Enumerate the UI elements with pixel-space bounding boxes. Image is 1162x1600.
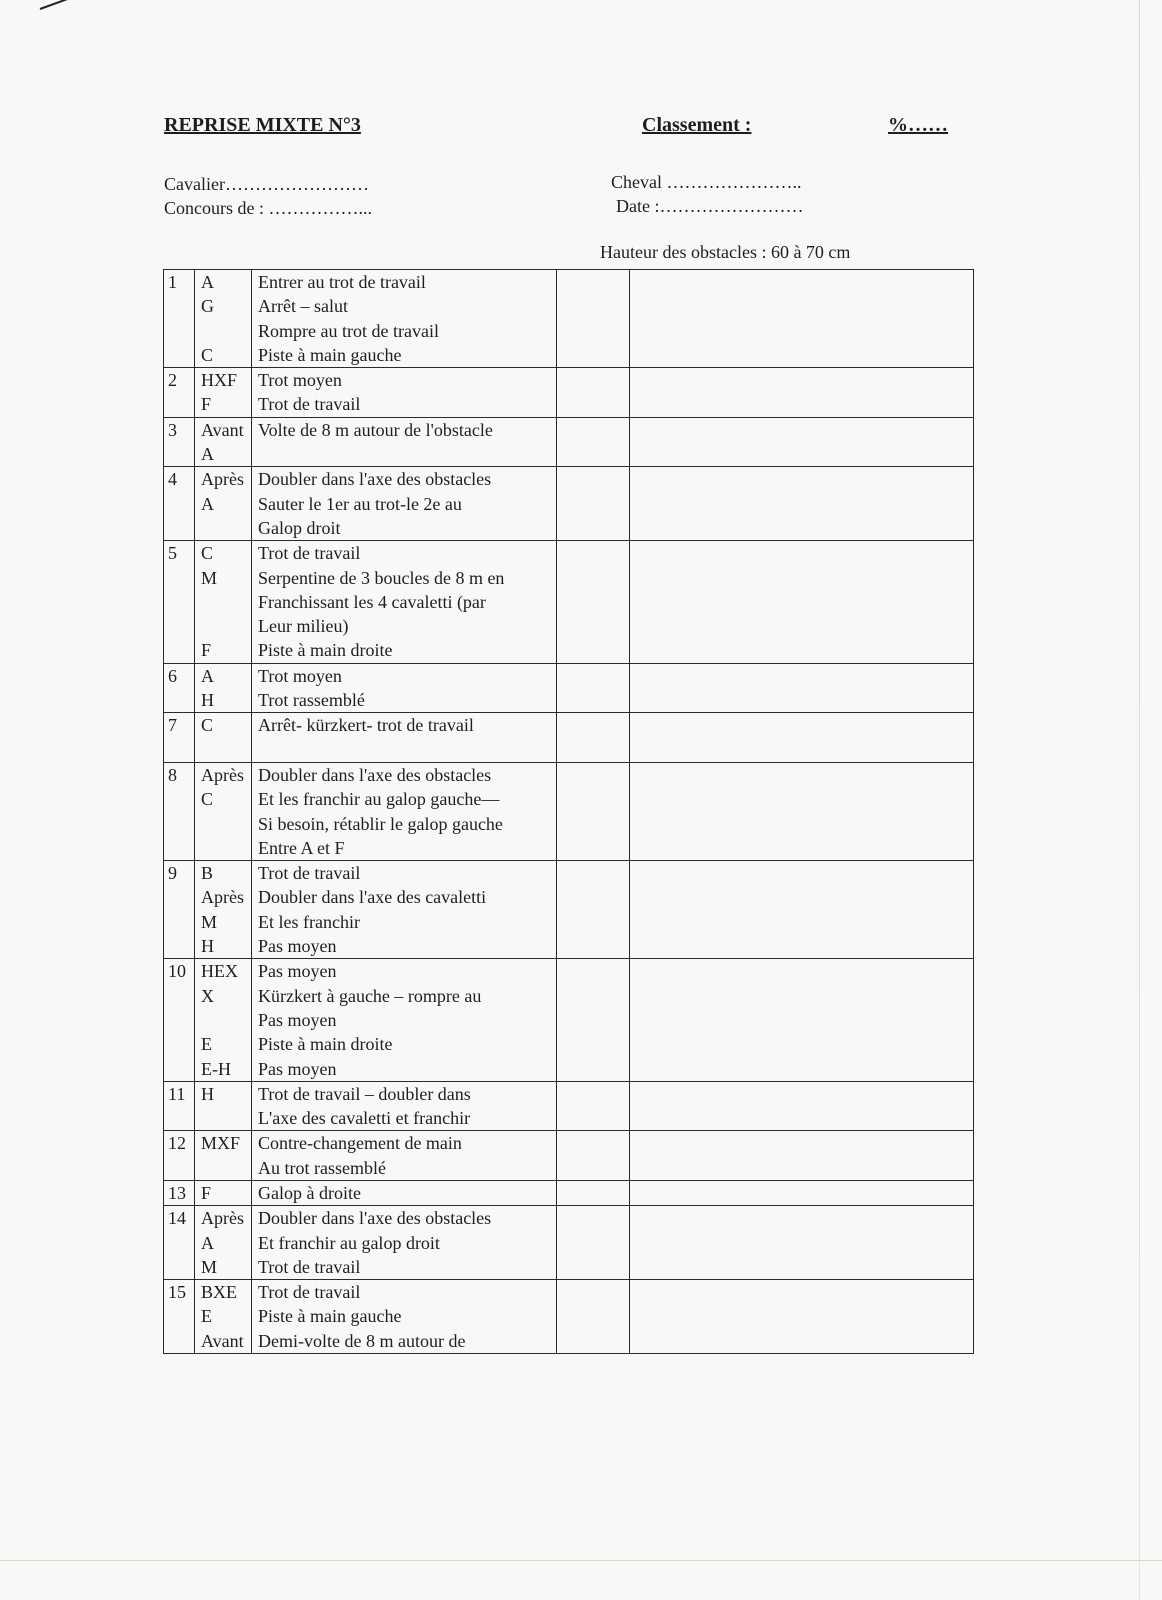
movement-line: Si besoin, rétablir le galop gauche xyxy=(258,813,503,834)
letter-line: C xyxy=(201,344,214,365)
movement-number: 8 xyxy=(164,762,195,860)
movement-line: Arrêt- kürzkert- trot de travail xyxy=(258,715,474,736)
document-header xyxy=(164,114,964,144)
table-row xyxy=(164,762,974,860)
comment-cell xyxy=(630,1280,974,1354)
movement-letters xyxy=(195,959,252,1081)
letter-line: HXF xyxy=(201,370,238,391)
obstacle-height: Hauteur des obstacles : 60 à 70 cm xyxy=(600,242,851,262)
letter-line: E xyxy=(201,1306,212,1327)
movement-description xyxy=(252,467,557,541)
movement-line: Piste à main droite xyxy=(258,1034,393,1055)
scan-edge xyxy=(1139,0,1140,1600)
movement-line: Trot de travail – doubler dans xyxy=(258,1083,471,1104)
movement-description xyxy=(252,1180,557,1205)
movement-line: Demi-volte de 8 m autour de xyxy=(258,1330,466,1351)
movement-number: 14 xyxy=(164,1206,195,1280)
movement-description xyxy=(252,1081,557,1131)
movement-letters xyxy=(195,1081,252,1131)
movement-letters xyxy=(195,663,252,713)
movement-letters xyxy=(195,541,252,663)
letter-line: F xyxy=(201,640,212,661)
movement-letters xyxy=(195,1180,252,1205)
movement-description xyxy=(252,1131,557,1181)
letter-line xyxy=(201,614,251,638)
movement-line: Contre-changement de main xyxy=(258,1133,462,1154)
score-cell xyxy=(557,1131,630,1181)
movement-line: Et les franchir xyxy=(258,911,360,932)
movement-line: Et les franchir au galop gauche— xyxy=(258,789,500,810)
movement-line: Volte de 8 m autour de l'obstacle xyxy=(258,419,493,440)
letter-line xyxy=(201,738,251,762)
movement-line: Rompre au trot de travail xyxy=(258,320,439,341)
letter-line: A xyxy=(201,444,214,465)
movement-line: Doubler dans l'axe des obstacles xyxy=(258,764,492,785)
movement-line: Galop à droite xyxy=(258,1182,361,1203)
movement-number: 6 xyxy=(164,663,195,713)
score-cell xyxy=(557,861,630,959)
movement-letters xyxy=(195,1131,252,1181)
pen-mark xyxy=(40,0,108,10)
letter-line: A xyxy=(201,493,214,514)
letter-line: H xyxy=(201,690,214,711)
movement-line: Pas moyen xyxy=(258,936,337,957)
reprise-table-body xyxy=(164,270,974,1354)
letter-line: Après xyxy=(201,764,244,785)
movement-number: 10 xyxy=(164,959,195,1081)
date-field: Date :…………………… xyxy=(616,196,804,216)
movement-line: Trot de travail xyxy=(258,394,361,415)
table-row xyxy=(164,467,974,541)
movement-line: Trot de travail xyxy=(258,1282,361,1303)
movement-description xyxy=(252,713,557,763)
score-cell xyxy=(557,417,630,467)
table-row xyxy=(164,713,974,763)
letter-line: HEX xyxy=(201,961,238,982)
table-row xyxy=(164,541,974,663)
movement-line: Galop droit xyxy=(258,517,341,538)
movement-line: Doubler dans l'axe des cavaletti xyxy=(258,887,487,908)
movement-line xyxy=(258,738,556,762)
letter-line: H xyxy=(201,936,214,957)
movement-line: Piste à main gauche xyxy=(258,1306,402,1327)
letter-line: M xyxy=(201,567,218,588)
letter-line: M xyxy=(201,911,218,932)
movement-number: 2 xyxy=(164,368,195,418)
movement-description xyxy=(252,959,557,1081)
letter-line: BXE xyxy=(201,1282,237,1303)
letter-line: C xyxy=(201,715,214,736)
score-cell xyxy=(557,541,630,663)
letter-line xyxy=(201,516,251,540)
letter-line xyxy=(201,1008,251,1032)
score-cell xyxy=(557,1280,630,1354)
table-row xyxy=(164,1081,974,1131)
score-cell xyxy=(557,1081,630,1131)
letter-line xyxy=(201,590,251,614)
movement-line: L'axe des cavaletti et franchir xyxy=(258,1108,471,1129)
table-row xyxy=(164,861,974,959)
score-cell xyxy=(557,270,630,368)
score-cell xyxy=(557,663,630,713)
movement-description xyxy=(252,270,557,368)
movement-number: 9 xyxy=(164,861,195,959)
table-row xyxy=(164,959,974,1081)
movement-number: 12 xyxy=(164,1131,195,1181)
table-row xyxy=(164,1131,974,1181)
letter-line xyxy=(201,319,251,343)
document-title: REPRISE MIXTE N°3 xyxy=(164,114,361,136)
movement-line: Trot de travail xyxy=(258,1256,361,1277)
comment-cell xyxy=(630,368,974,418)
letter-line xyxy=(201,836,251,860)
table-row xyxy=(164,663,974,713)
score-cell xyxy=(557,1206,630,1280)
letter-line: Après xyxy=(201,469,244,490)
movement-description xyxy=(252,663,557,713)
movement-number: 11 xyxy=(164,1081,195,1131)
score-cell xyxy=(557,368,630,418)
letter-line: C xyxy=(201,789,214,810)
movement-line: Kürzkert à gauche – rompre au xyxy=(258,985,482,1006)
letter-line: A xyxy=(201,665,214,686)
movement-description xyxy=(252,1280,557,1354)
score-cell xyxy=(557,959,630,1081)
concours-field: Concours de : ……………... xyxy=(164,198,372,218)
score-cell xyxy=(557,1180,630,1205)
movement-letters xyxy=(195,1206,252,1280)
cavalier-field: Cavalier…………………… xyxy=(164,174,369,194)
letter-line xyxy=(201,1106,251,1130)
movement-letters xyxy=(195,762,252,860)
table-row xyxy=(164,270,974,368)
movement-line: Au trot rassemblé xyxy=(258,1157,386,1178)
movement-line: Et franchir au galop droit xyxy=(258,1232,440,1253)
movement-line: Doubler dans l'axe des obstacles xyxy=(258,1208,492,1229)
movement-line: Doubler dans l'axe des obstacles xyxy=(258,469,492,490)
comment-cell xyxy=(630,713,974,763)
score-cell xyxy=(557,713,630,763)
letter-line: F xyxy=(201,394,212,415)
movement-line: Pas moyen xyxy=(258,1009,337,1030)
movement-line: Trot moyen xyxy=(258,370,342,391)
comment-cell xyxy=(630,467,974,541)
scan-fold-line xyxy=(0,1560,1162,1561)
letter-line: B xyxy=(201,863,214,884)
movement-description xyxy=(252,861,557,959)
comment-cell xyxy=(630,762,974,860)
reprise-table xyxy=(163,269,974,1354)
letter-line: Avant xyxy=(201,419,244,440)
letter-line xyxy=(201,1156,251,1180)
movement-line: Trot moyen xyxy=(258,665,342,686)
movement-line: Pas moyen xyxy=(258,961,337,982)
percent-label: %…… xyxy=(888,114,948,136)
movement-description xyxy=(252,1206,557,1280)
letter-line: X xyxy=(201,985,214,1006)
movement-line: Pas moyen xyxy=(258,1058,337,1079)
comment-cell xyxy=(630,1206,974,1280)
table-row xyxy=(164,417,974,467)
letter-line: C xyxy=(201,543,214,564)
letter-line: Après xyxy=(201,1208,244,1229)
movement-letters xyxy=(195,368,252,418)
movement-number: 4 xyxy=(164,467,195,541)
movement-line: Sauter le 1er au trot-le 2e au xyxy=(258,493,462,514)
letter-line: A xyxy=(201,272,214,292)
comment-cell xyxy=(630,270,974,368)
movement-description xyxy=(252,541,557,663)
movement-letters xyxy=(195,270,252,368)
table-row xyxy=(164,1206,974,1280)
movement-description xyxy=(252,417,557,467)
table-row xyxy=(164,1180,974,1205)
comment-cell xyxy=(630,663,974,713)
comment-cell xyxy=(630,1180,974,1205)
cheval-field: Cheval ………………….. xyxy=(611,172,802,192)
comment-cell xyxy=(630,541,974,663)
letter-line: Après xyxy=(201,887,244,908)
movement-number: 13 xyxy=(164,1180,195,1205)
movement-line xyxy=(258,442,556,466)
movement-line: Serpentine de 3 boucles de 8 m en xyxy=(258,567,505,588)
letter-line xyxy=(201,812,251,836)
movement-line: Piste à main droite xyxy=(258,640,393,661)
letter-line: H xyxy=(201,1083,214,1104)
score-cell xyxy=(557,467,630,541)
movement-line: Entre A et F xyxy=(258,837,345,858)
comment-cell xyxy=(630,959,974,1081)
comment-cell xyxy=(630,1081,974,1131)
movement-number: 15 xyxy=(164,1280,195,1354)
movement-number: 7 xyxy=(164,713,195,763)
score-cell xyxy=(557,762,630,860)
movement-number: 1 xyxy=(164,270,195,368)
movement-number: 5 xyxy=(164,541,195,663)
table-row xyxy=(164,1280,974,1354)
letter-line: G xyxy=(201,296,214,317)
letter-line: F xyxy=(201,1182,212,1203)
movement-line: Piste à main gauche xyxy=(258,344,402,365)
movement-description xyxy=(252,762,557,860)
movement-line: Trot de travail xyxy=(258,543,361,564)
letter-line: MXF xyxy=(201,1133,241,1154)
movement-line: Entrer au trot de travail xyxy=(258,272,426,292)
letter-line: M xyxy=(201,1256,218,1277)
letter-line: E xyxy=(201,1034,212,1055)
movement-description xyxy=(252,368,557,418)
movement-letters xyxy=(195,713,252,763)
movement-line: Arrêt – salut xyxy=(258,296,348,317)
movement-line: Trot de travail xyxy=(258,863,361,884)
classement-label: Classement : xyxy=(642,114,752,136)
movement-letters xyxy=(195,861,252,959)
comment-cell xyxy=(630,861,974,959)
movement-line: Trot rassemblé xyxy=(258,690,365,711)
movement-letters xyxy=(195,1280,252,1354)
table-row xyxy=(164,368,974,418)
movement-line: Leur milieu) xyxy=(258,616,349,637)
letter-line: Avant xyxy=(201,1330,244,1351)
movement-line: Franchissant les 4 cavaletti (par xyxy=(258,591,486,612)
movement-letters xyxy=(195,467,252,541)
comment-cell xyxy=(630,417,974,467)
letter-line: E-H xyxy=(201,1058,231,1079)
letter-line: A xyxy=(201,1232,214,1253)
comment-cell xyxy=(630,1131,974,1181)
movement-letters xyxy=(195,417,252,467)
movement-number: 3 xyxy=(164,417,195,467)
